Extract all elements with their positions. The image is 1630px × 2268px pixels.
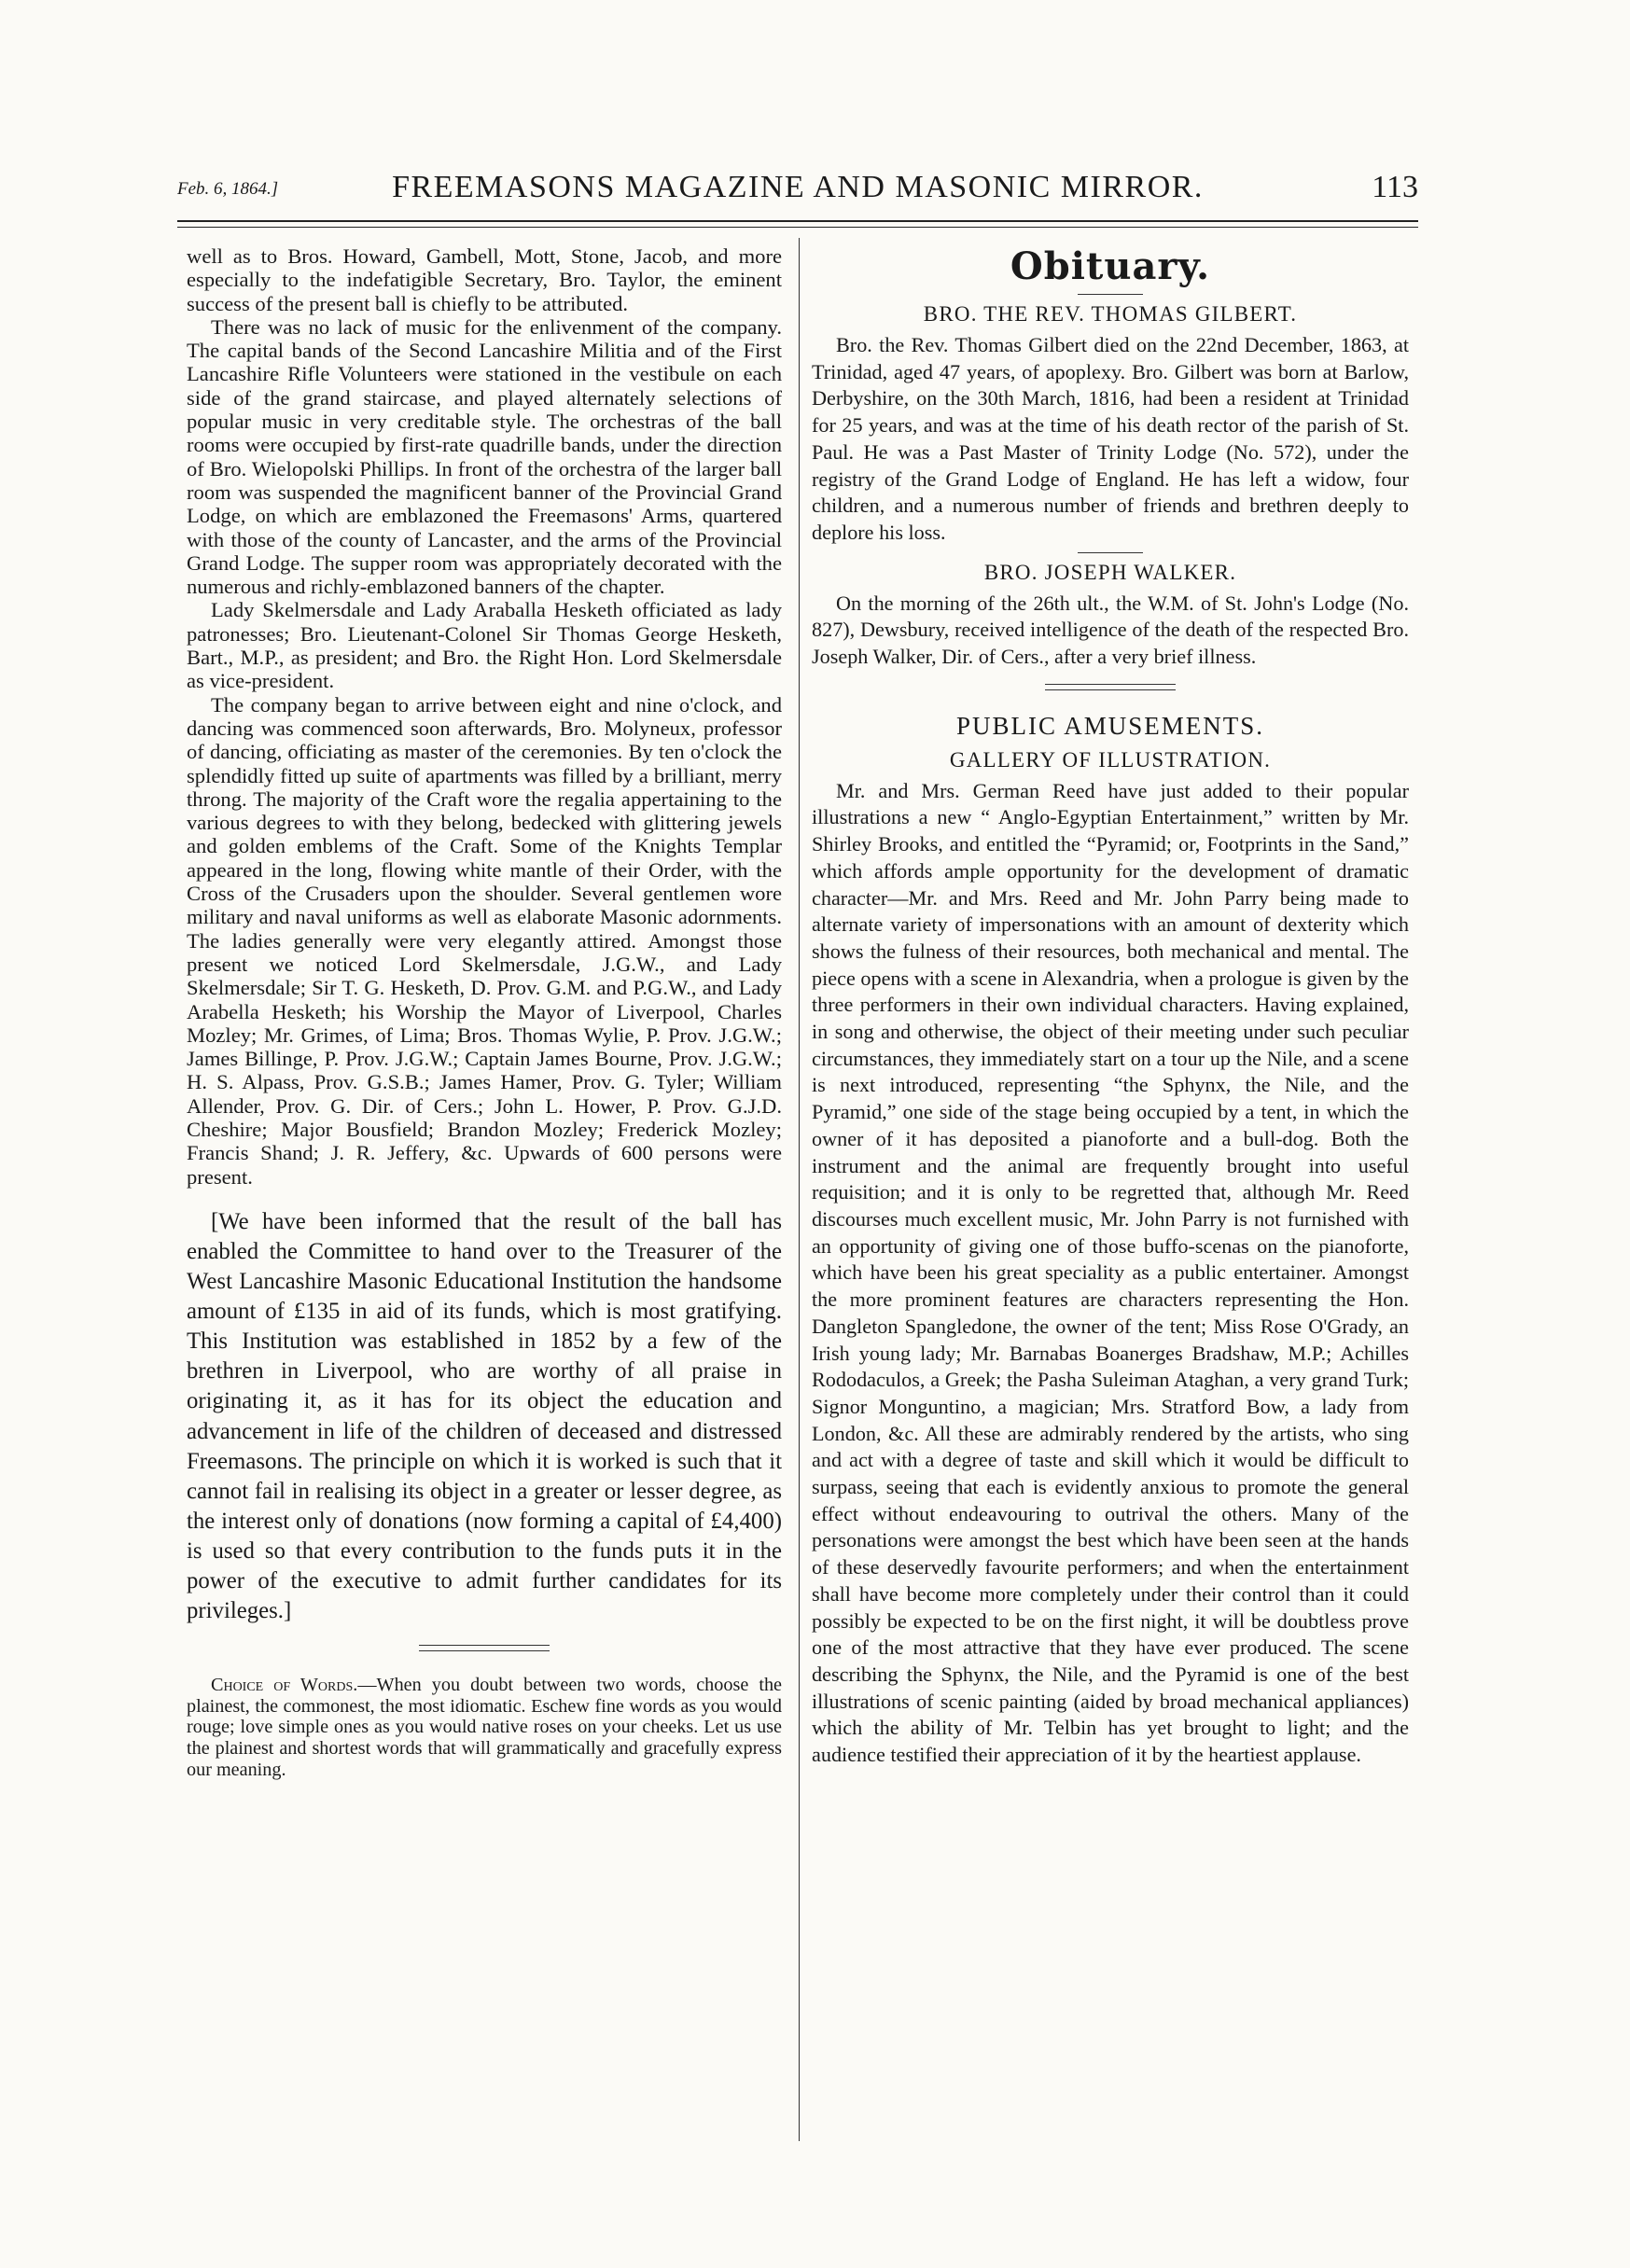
right-column (812, 244, 1409, 1769)
obituary-title: Obituary. (1010, 244, 1211, 288)
publication-title: FREEMASONS MAGAZINE AND MASONIC MIRROR. (392, 170, 1204, 204)
page-number: 113 (1372, 170, 1418, 204)
issue-date: Feb. 6, 1864.] (177, 179, 279, 199)
obituary-text-gilbert: Bro. the Rev. Thomas Gilbert died on the 22nd December, 1863, at Trinidad, aged 47 years, of apoplexy. Bro. Gilbert was born at Barlow, Derbyshire, on the 30th March, 1816, had been a resident at Trinidad for 25 years, and was at the time of his death rector of the parish of St. Paul. He was a Past Master of Trinity Lodge (No. 572), under the registry of the Grand Lodge of England. He has left a widow, four children, and a numerous number of friends and brethren deeply to deplore his loss. (812, 333, 1409, 544)
page-header (177, 170, 1418, 211)
gallery-review: Mr. and Mrs. German Reed have just added to their popular illustrations a new “ Anglo-Egyptian Entertainment,” written by Mr. Shirley Brooks, and entitled the “Pyramid; or, Footprints in the Sand,” which affords ample opportunity for the development of dramatic character—Mr. and Mrs. Reed and Mr. John Parry being made to alternate variety of impersonations with an amount of dexterity which shows the fulness of their resources, both mechanical and mental. The piece opens with a scene in Alexandria, when a prologue is given by the three performers in their own individual characters. Having explained, in song and otherwise, the object of their meeting under such peculiar circumstances, they immediately start on a tour up the Nile, and a scene is next introduced, representing “the Sphynx, the Nile, and the Pyramid,” one side of the stage being occupied by a tent, in which the owner of it has deposited a pianoforte and a bull-dog. Both the instrument and the animal are frequently brought into useful requisition; and it is only to be regretted that, although Mr. Reed discourses much excellent music, Mr. John Parry is not furnished with an opportunity of giving one of those buffo-scenas on the pianoforte, which have been his great speciality as a public entertainer. Amongst the more prominent features are characters representing the Hon. Dangleton Spangledone, the owner of the tent; Miss Rose O'Grady, an Irish young lady; Mr. Barnabas Boanerges Bradshaw, M.P.; Achilles Rododaculos, a Greek; the Pasha Suleiman Ataghan, a very grand Turk; Signor Monguntino, a magician; Mrs. Stratford Bow, a lady from London, &c. All these are admirably rendered by the artists, who sing and act with a degree of taste and skill which it would be difficult to surpass, seeing that each is evidently anxious to promote the general effect without endeavouring to outrival the others. Many of the personations were amongst the best which have been seen at the hands of these deservedly favourite performers; and when the entertainment shall have become more completely under their control than it could possibly be expected to be on the first night, it will be doubtless prove one of the most attractive that they have ever produced. The scene describing the Sphynx, the Nile, and the Pyramid is one of the best illustrations of scenic painting (aided by broad mechanical appliances) which the ability of Mr. Telbin has yet brought to light; and the audience testified their appreciation of it by the heartiest applause. (812, 778, 1409, 1767)
ball-paragraph: well as to Bros. Howard, Gambell, Mott, Stone, Jacob, and more especially to the indefatigible Secretary, Bro. Taylor, the eminent success of the present ball is chiefly to be attributed. (187, 244, 782, 315)
institution-note: [We have been informed that the result of the ball has enabled the Committee to hand over to the Treasurer of the West Lancashire Masonic Educational Institution the handsome amount of £135 in aid of its funds, which is most gratifying. This Institution was established in 1852 by a few of the brethren in Liverpool, who are worthy of all praise in originating it, as it has for its object the education and advancement in life of the children of deceased and distressed Freemasons. The principle on which it is worked is such that it cannot fail in realising its object in a greater or lesser degree, as the interest only of donations (now forming a capital of £4,400) is used so that every contribution to the funds puts it in the power of the executive to admit further candidates for its privileges.] (187, 1208, 782, 1624)
choice-text: —When you doubt between two words, choose the plainest, the commonest, the most idiomatic. Eschew fine words as you would rouge; love simple ones as you would native roses on your cheeks. Let us use the plainest and shortest words that will grammatically and gracefully express our meaning. (187, 1675, 782, 1780)
header-rule-thin (177, 227, 1418, 228)
short-rule (1078, 294, 1143, 295)
ball-paragraph: The company began to arrive between eight and nine o'clock, and dancing was commenced soon afterwards, Bro. Molyneux, professor of dancing, officiating as master of the ceremonies. By ten o'clock the splendidly fitted up suite of apartments was filled by a brilliant, merry throng. The majority of the Craft wore the regalia appertaining to the various degrees to with they belong, bedecked with glittering jewels and golden emblems of the Craft. Some of the Knights Templar appeared in the long, flowing white mantle of their Order, with the Cross of the Crusaders upon the shoulder. Several gentlemen wore military and naval uniforms as well as elaborate Masonic adornments. The ladies generally were very elegantly attired. Amongst those present we noticed Lord Skelmersdale, J.G.W., and Lady Skelmersdale; Sir T. G. Hesketh, D. Prov. G.M. and P.G.W., and Lady Arabella Hesketh; his Worship the Mayor of Liverpool, Charles Mozley; Mr. Grimes, of Lima; Bros. Thomas Wylie, P. Prov. J.G.W.; James Billinge, P. Prov. J.G.W.; Captain James Bourne, Prov. J.G.W.; H. S. Alpass, Prov. G.S.B.; James Hamer, Prov. G. Tyler; William Allender, Prov. G. Dir. of Cers.; John L. Hower, P. Prov. G.J.D. Cheshire; Major Bousfield; Brandon Mozley; Frederick Mozley; Francis Shand; J. R. Jeffery, &c. Upwards of 600 persons were present. (187, 692, 782, 1189)
obituary-heading-gilbert: BRO. THE REV. THOMAS GILBERT. (923, 302, 1298, 326)
ball-paragraph: There was no lack of music for the enlivenment of the company. The capital bands of the Second Lancashire Militia and of the First Lancashire Rifle Volunteers were stationed in the vestibule on each side of the grand staircase, and played alternately selections of popular music in very creditable style. The orchestras of the ball rooms were occupied by first-rate quadrille bands, under the direction of Bro. Wielopolski Phillips. In front of the orchestra of the larger ball room was suspended the magnificent banner of the Provincial Grand Lodge, on which are emblazoned the Freemasons' Arms, quartered with those of the county of Lancaster, and the arms of the Provincial Grand Lodge. The supper room was appropriately decorated with the numerous and richly-emblazoned banners of the chapter. (187, 314, 782, 599)
obituary-heading-walker: BRO. JOSEPH WALKER. (983, 560, 1237, 584)
header-rule (177, 220, 1418, 222)
gallery-heading: GALLERY OF ILLUSTRATION. (949, 747, 1272, 772)
left-column (187, 244, 782, 1780)
section-separator (1045, 684, 1176, 695)
choice-heading: Choice of Words. (211, 1675, 358, 1696)
obituary-text-walker: On the morning of the 26th ult., the W.M. of St. John's Lodge (No. 827), Dewsbury, received intelligence of the death of the respected Bro. Joseph Walker, Dir. of Cers., after a very brief illness. (812, 591, 1409, 669)
short-rule (1078, 552, 1143, 553)
choice-of-words (187, 1675, 782, 1780)
section-separator (419, 1645, 550, 1656)
ball-paragraph: Lady Skelmersdale and Lady Araballa Hesketh officiated as lady patronesses; Bro. Lieutenant-Colonel Sir Thomas George Hesketh, Bart., M.P., as president; and Bro. the Right Hon. Lord Skelmersdale as vice-president. (187, 598, 782, 693)
amusements-title: PUBLIC AMUSEMENTS. (955, 711, 1265, 740)
column-divider (799, 238, 800, 2141)
